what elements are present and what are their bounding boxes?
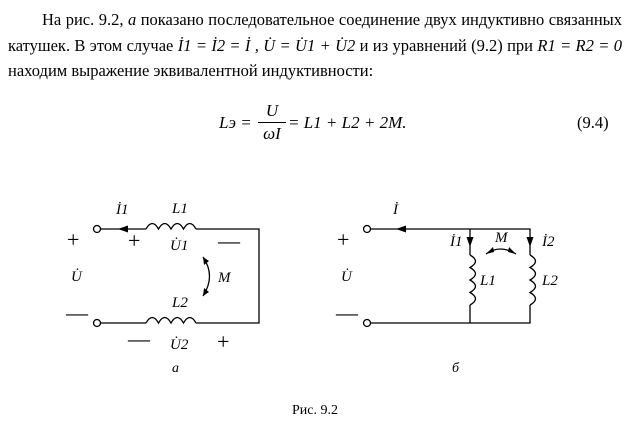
intro-text: На рис. 9.2, xyxy=(42,10,124,29)
label-u-a: U̇ xyxy=(71,269,82,285)
label-current-i-b: İ xyxy=(393,202,398,218)
label-m-a: M xyxy=(218,270,231,286)
mutual-arrowhead-b-left xyxy=(486,247,494,254)
terminal-top-b xyxy=(364,226,371,233)
figure-a-ref: а xyxy=(127,10,137,29)
sign-minus-coil1-a: — xyxy=(218,228,240,253)
equation-lhs: Lэ = xyxy=(219,113,252,132)
condition-currents: İ1 = İ2 = İ , xyxy=(177,35,259,55)
fraction-numerator: U xyxy=(265,101,279,120)
terminal-top-a xyxy=(94,226,101,233)
label-i2-b: İ2 xyxy=(542,234,555,250)
label-l1-b: L1 xyxy=(480,273,496,289)
label-l1-a: L1 xyxy=(172,201,188,217)
current-arrow-a xyxy=(118,226,128,233)
label-i1-b: İ1 xyxy=(450,234,463,250)
label-l2-b: L2 xyxy=(542,273,558,289)
paragraph-text-3: находим выражение эквивалентной индуктивности: xyxy=(8,61,374,80)
paragraph-text-1: показано последовательное соединение двух индуктивно связанных катушек. В этом случае xyxy=(8,10,623,55)
label-u1-a: U̇1 xyxy=(170,238,189,254)
wire-bottom-b xyxy=(371,305,530,323)
label-l2-a: L2 xyxy=(172,295,188,311)
paragraph-text-2: и из уравнений (9.2) при xyxy=(359,35,534,55)
sign-minus-left-a: — xyxy=(66,300,88,325)
figure-caption: Рис. 9.2 xyxy=(292,403,338,418)
label-current-i1-a: İ1 xyxy=(116,202,129,218)
branch-arrow-i1-b xyxy=(467,237,474,247)
fraction-denominator: ωI xyxy=(263,124,281,143)
mutual-arrowhead-a-top xyxy=(203,257,209,265)
terminal-bottom-a xyxy=(94,320,101,327)
sign-plus-coil2-a: + xyxy=(217,329,230,354)
label-u2-a: U̇2 xyxy=(170,337,189,353)
condition-voltages: U̇ = U̇1 + U̇2 xyxy=(263,35,356,55)
equation-rhs: = L1 + L2 + 2M. xyxy=(288,113,407,132)
branch-arrow-i2-b xyxy=(527,237,534,247)
coil-l2-a xyxy=(146,318,196,324)
current-arrow-b xyxy=(396,226,406,233)
coil-l2-b xyxy=(530,255,536,305)
sublabel-b: б xyxy=(452,361,460,376)
mutual-arrowhead-b-right xyxy=(508,247,516,254)
terminal-bottom-b xyxy=(364,320,371,327)
sign-plus-left-a: + xyxy=(67,227,80,252)
sign-plus-b: + xyxy=(337,227,350,252)
label-u-b: U̇ xyxy=(341,269,352,285)
sign-minus-b: — xyxy=(336,300,358,325)
sign-minus-coil2-a: — xyxy=(128,326,150,351)
equation-number: (9.4) xyxy=(577,113,609,132)
coil-l1-b xyxy=(470,255,476,305)
sublabel-a: а xyxy=(172,361,179,376)
label-m-b: M xyxy=(495,230,508,246)
sign-plus-coil1-a: + xyxy=(128,228,141,253)
coil-l1-a xyxy=(146,224,196,230)
condition-resistances: R1 = R2 = 0 xyxy=(537,35,622,55)
